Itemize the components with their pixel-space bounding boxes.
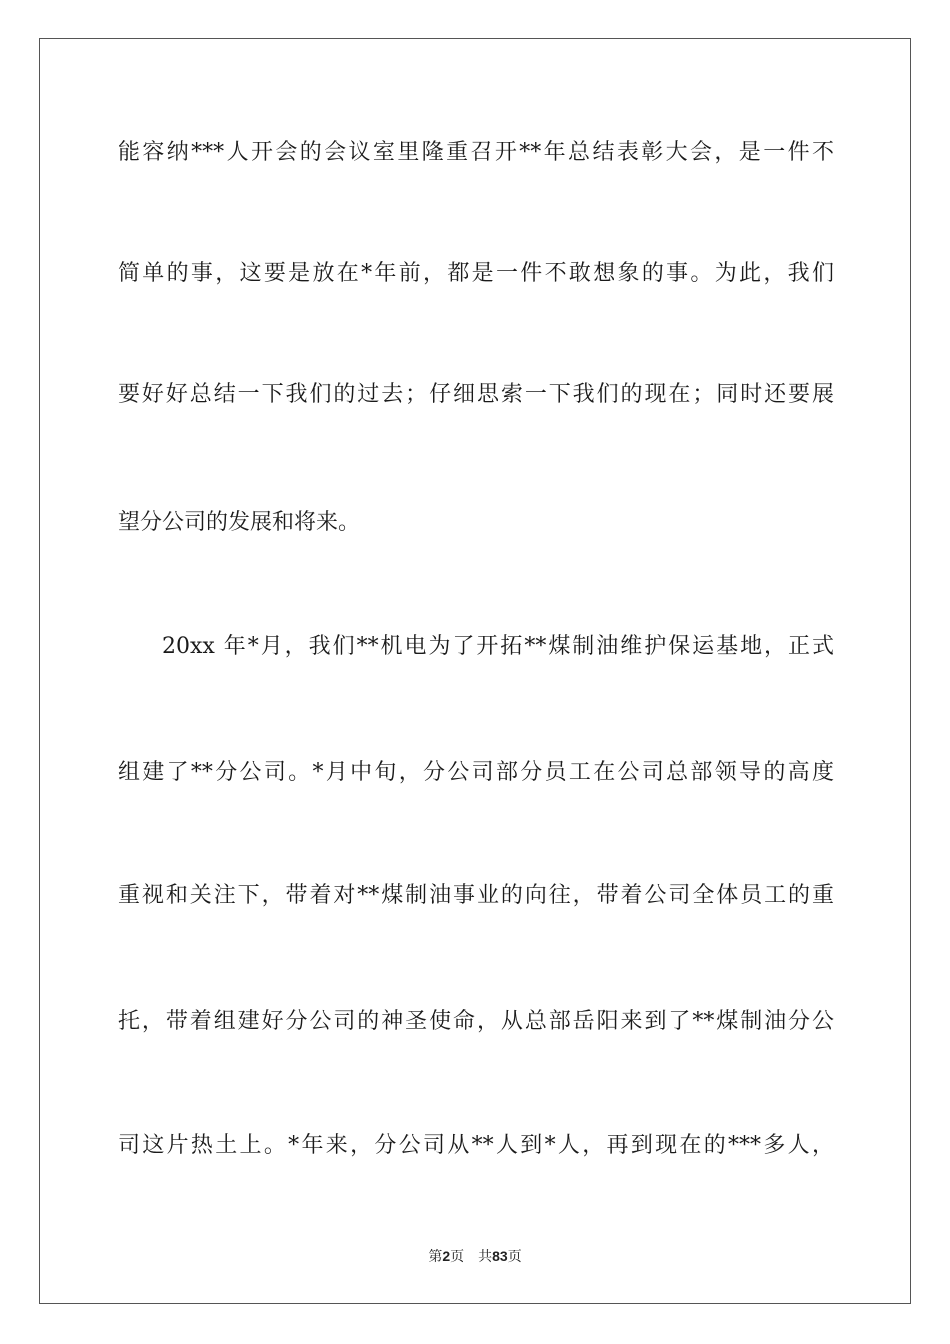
text-line: 司这片热土上。*年来，分公司从**人到*人，再到现在的***多人，	[118, 1133, 834, 1158]
text-line: 重视和关注下，带着对**煤制油事业的向往，带着公司全体员工的重	[118, 883, 834, 908]
page-number: 2	[442, 1248, 451, 1264]
text-line: 简单的事，这要是放在*年前，都是一件不敢想象的事。为此，我们	[118, 261, 834, 286]
total-suffix: 页	[507, 1249, 522, 1265]
text-line: 托，带着组建好分公司的神圣使命，从总部岳阳来到了**煤制油分公	[118, 1009, 834, 1034]
page-prefix: 第	[428, 1249, 443, 1265]
text-line: 望分公司的发展和将来。	[118, 510, 361, 535]
total-prefix: 共	[478, 1249, 493, 1265]
page-footer	[0, 1247, 950, 1266]
text-line: 能容纳***人开会的会议室里隆重召开**年总结表彰大会，是一件不	[118, 140, 834, 165]
page-suffix: 页	[450, 1249, 465, 1265]
page-border	[39, 38, 911, 1304]
total-pages: 83	[492, 1248, 508, 1264]
text-line: 要好好总结一下我们的过去；仔细思索一下我们的现在；同时还要展	[118, 382, 834, 407]
paragraph-first-line: 20xx 年*月，我们**机电为了开拓**煤制油维护保运基地，正式	[162, 634, 834, 659]
text-line: 组建了**分公司。*月中旬，分公司部分员工在公司总部领导的高度	[118, 760, 834, 785]
